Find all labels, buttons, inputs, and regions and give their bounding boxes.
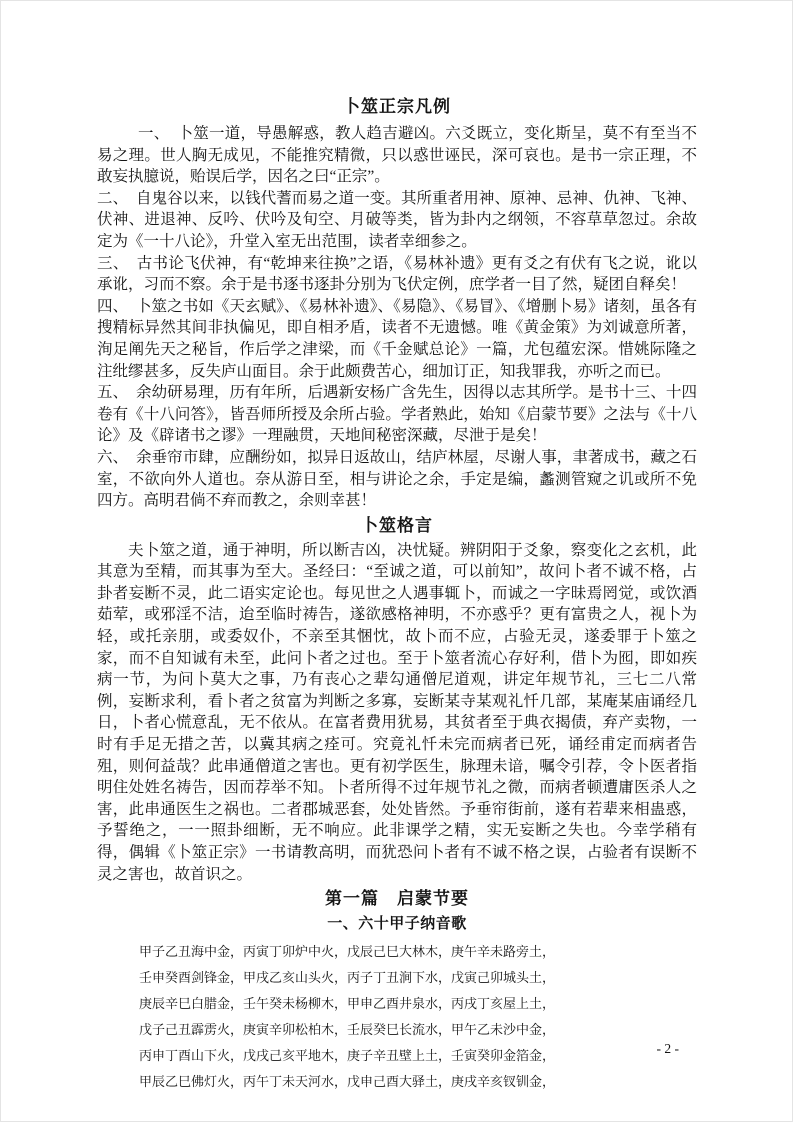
nayin-line: 壬申癸酉剑锋金，甲戌乙亥山头火，丙子丁丑涧下水，戊寅己卯城头土， bbox=[139, 970, 556, 986]
fanli-paragraph-4: 四、 卜筮之书如《天玄赋》、《易林补遗》、《易隐》、《易冒》、《增删卜易》诸刻，虽各有搜精标异然其间非执偏见，即自相矛盾，读者不无遗憾。唯《黄金策》为刘诚意所著，洵足阐先天之秘旨，作后学之津梁，而《千金赋总论》一篇，尤包蕴宏深。惜姚际隆之注纰缪甚多，反失庐山面目。余于此颇费苦心，细加订正，知我罪我，亦听之而已。 bbox=[97, 297, 697, 380]
nayin-song-block bbox=[139, 939, 697, 1095]
nayin-line: 戊子己丑霹雳火，庚寅辛卯松柏木，壬辰癸巳长流水，甲午乙未沙中金， bbox=[139, 1022, 556, 1038]
fanli-paragraph-3: 三、 古书论飞伏神，有“乾坤来往换”之语，《易林补遗》更有爻之有伏有飞之说，讹以承讹，习而不察。余于是书逐书逐卦分别为飞伏定例，庶学者一目了然，疑团自释矣！ bbox=[97, 254, 697, 294]
fanli-paragraph-5: 五、 余幼研易理，历有年所，后遇新安杨广含先生，因得以志其所学。是书十三、十四卷有《十八问答》，皆吾师所授及余所占验。学者熟此，始知《启蒙节要》之法与《十八论》及《辟诸书之谬》一理融贯，天地间秘密深藏，尽泄于是矣！ bbox=[97, 384, 697, 445]
page-number: - 2 - bbox=[656, 1041, 679, 1056]
doc-title: 卜筮正宗凡例 bbox=[343, 97, 451, 116]
nayin-line: 甲子乙丑海中金，丙寅丁卯炉中火，戊辰己巳大林木，庚午辛未路旁土， bbox=[139, 944, 556, 960]
fanli-paragraph-1: 一、 卜筮一道，导愚解惑，教人趋吉避凶。六爻既立，变化斯呈，莫不有至当不易之理。世人胸无成见，不能推究精微，只以惑世诬民，深可哀也。是书一宗正理，不敢妄执臆说，贻误后学，因名之曰“正宗”。 bbox=[97, 125, 697, 186]
page-content bbox=[97, 96, 697, 1095]
fanli-paragraph-6: 六、 余垂帘市肆，应酬纷如，拟异日返故山，结庐林屋，尽谢人事，聿著成书，藏之石室，不欲向外人道也。奈从游日至，相与讲论之余，手定是编，蠡测管窥之讥或所不免四方。高明君倘不弃而教之，余则幸甚！ bbox=[97, 448, 697, 510]
subsection-title: 一、六十甲子纳音歌 bbox=[327, 916, 467, 933]
nayin-line: 庚辰辛巳白腊金，壬午癸未杨柳木，甲申乙酉井泉水，丙戌丁亥屋上土， bbox=[139, 996, 556, 1012]
geyan-title: 卜筮格言 bbox=[361, 515, 433, 535]
chapter-title: 第一篇 启蒙节要 bbox=[325, 889, 469, 909]
geyan-paragraph: 夫卜筮之道，通于神明，所以断吉凶，决忧疑。辨阴阳于爻象，察变化之玄机，此其意为至精，而其事为至大。圣经曰：“至诚之道，可以前知”，故问卜者不诚不格，占卦者妄断不灵，此二语实定论也。每见世之人遇事辄卜，而诚之一字昧焉罔觉，或饮酒茹荤，或邪淫不洁，迨至临时祷告，遂欲感格神明，不亦惑乎？更有富贵之人，视卜为轻，或托亲朋，或委奴仆，不亲至其悃忱，故卜而不应，占验无灵，遂委罪于卜筮之家，而不自知诚有未至，此问卜者之过也。至于卜筮者流心存好利，借卜为囮，即如疾病一节，为问卜莫大之事，乃有丧心之辈勾通僧尼道观，讲定年规节礼，三七二八常例，妄断求利，看卜者之贫富为判断之多寡，妄断某寺某观礼忏几部，某庵某庙诵经几日，卜者心慌意乱，无不依从。在富者费用犹易，其贫者至于典衣揭债，弃产卖物，一时有手足无措之苦，以冀其病之痊可。究竟礼忏未完而病者已死，诵经甫定而病者告殂，则何益哉？此串通僧道之害也。更有初学医生，脉理未谙，嘱令引荐，令卜医者指明住处姓名祷告，因而荐举不知。卜者所得不过年规节礼之微，而病者顿遭庸医杀人之害，此串通医生之祸也。二者郡城恶套，处处皆然。予垂帘街前，遂有若辈来相蛊惑，予誓绝之，一一照卦细断，无不响应。此非课学之精，实无妄断之失也。今幸学稍有得，偶辑《卜筮正宗》一书请教高明，而犹恐问卜者有不诚不格之误，占验者有误断不灵之害也，故首识之。 bbox=[97, 541, 697, 883]
fanli-paragraph-2: 二、 自鬼谷以来，以钱代蓍而易之道一变。其所重者用神、原神、忌神、仇神、飞神、伏神、进退神、反吟、伏吟及旬空、月破等类，皆为卦内之纲领，不容草草忽过。余故定为《一十八论》，升堂入室无出范围，读者幸细参之。 bbox=[97, 189, 697, 250]
nayin-line: 甲辰乙巳佛灯火，丙午丁未天河水，戊申己酉大驿土，庚戌辛亥钗钏金， bbox=[139, 1074, 556, 1090]
nayin-line: 丙申丁酉山下火，戊戌己亥平地木，庚子辛丑壁上土，壬寅癸卯金箔金， bbox=[139, 1048, 556, 1064]
